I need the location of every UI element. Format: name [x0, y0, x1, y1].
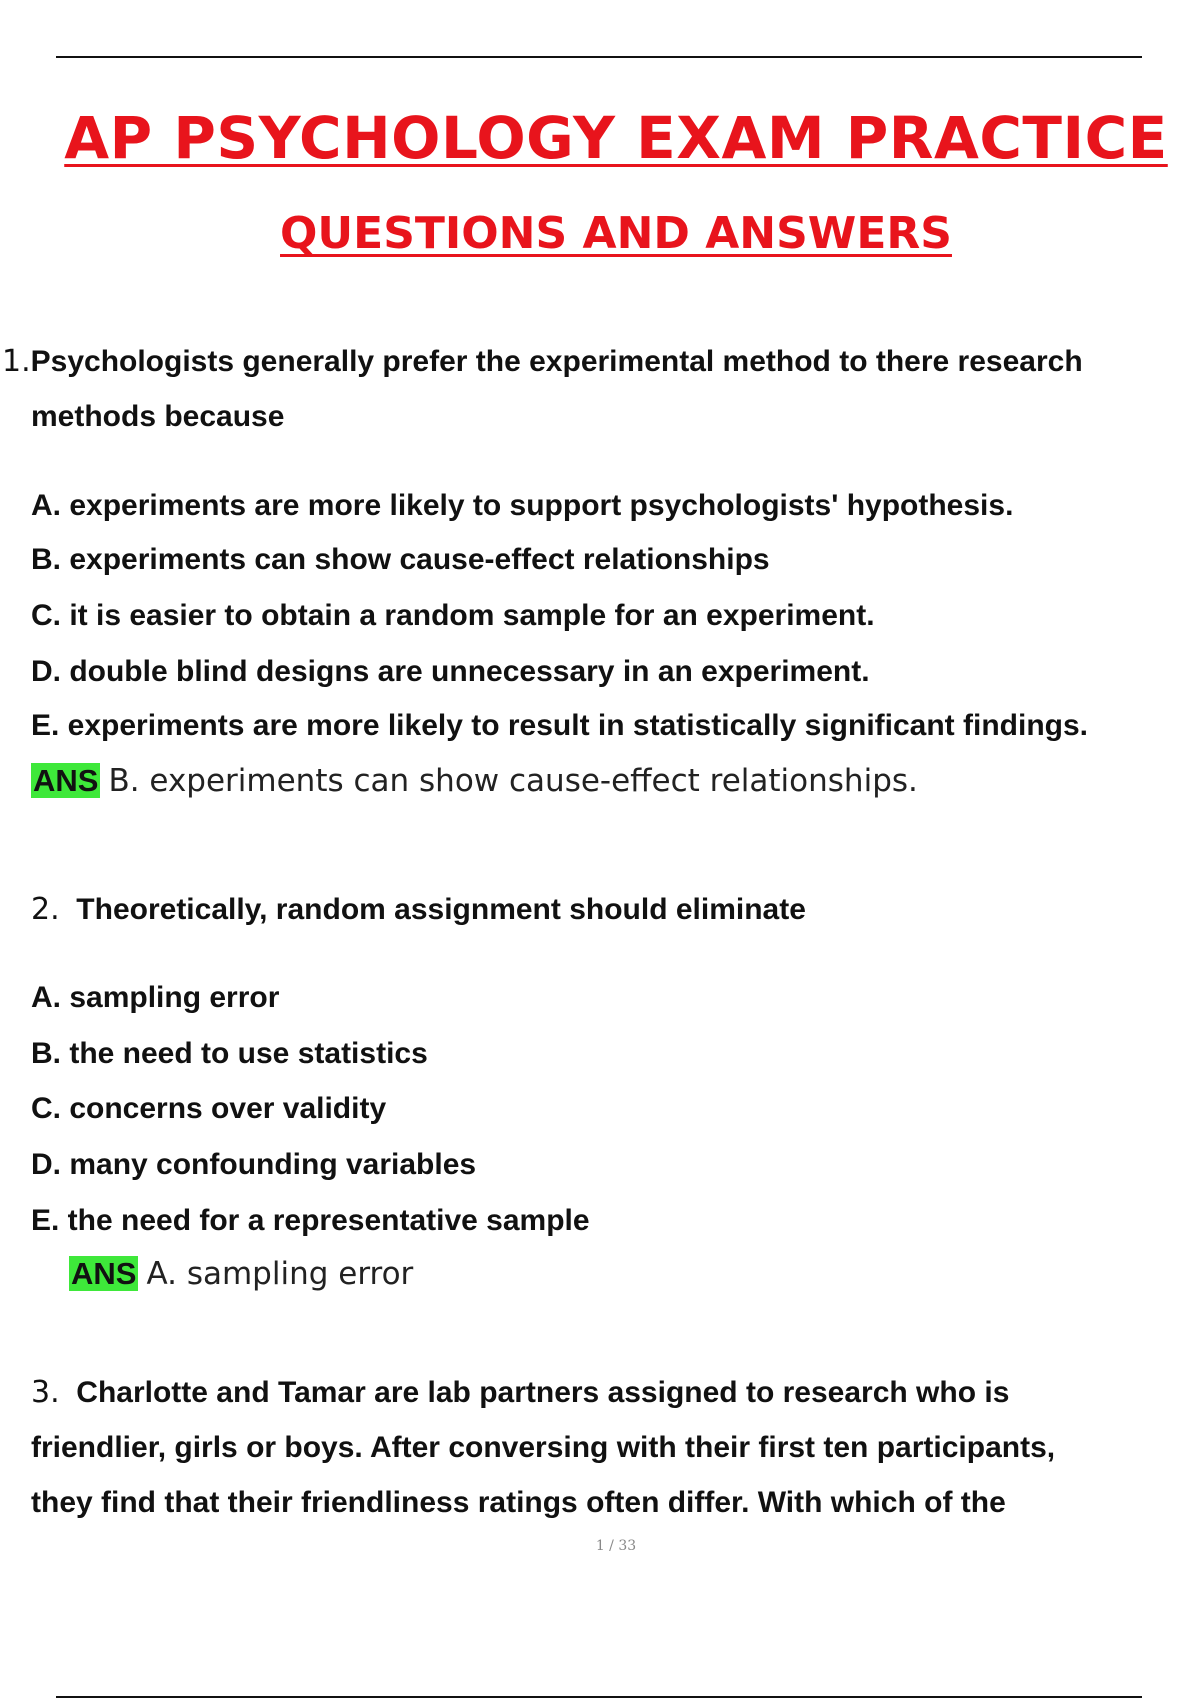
question-2-option-c: C. concerns over validity	[31, 1092, 387, 1125]
question-2-option-a: A. sampling error	[31, 981, 280, 1014]
bottom-rule	[56, 1696, 1142, 1698]
question-1-option-b: B. experiments can show cause-effect relationships	[31, 543, 770, 576]
page-number: 1 / 33	[595, 1538, 637, 1554]
answer-tag: ANS	[71, 1256, 137, 1291]
question-3-text-1: Charlotte and Tamar are lab partners assigned to research who is	[76, 1376, 1010, 1409]
answer-text: B. experiments can show cause-effect relationships.	[108, 763, 918, 799]
question-2-line-1	[31, 892, 806, 927]
page-subtitle: QUESTIONS AND ANSWERS	[280, 208, 952, 259]
page-title: AP PSYCHOLOGY EXAM PRACTICE	[64, 104, 1168, 172]
question-1-option-a: A. experiments are more likely to support psychologists' hypothesis.	[31, 489, 1014, 522]
question-1-text-2: methods because	[31, 400, 285, 433]
question-3-line-1	[31, 1375, 1009, 1410]
question-1-number: 1.	[2, 344, 31, 379]
question-2-answer	[69, 1256, 413, 1292]
question-3-number: 3.	[31, 1375, 60, 1410]
question-3-text-2: friendlier, girls or boys. After conversing with their first ten participants,	[31, 1431, 1056, 1464]
question-2-option-e: E. the need for a representative sample	[31, 1204, 590, 1237]
question-1-option-c: C. it is easier to obtain a random sample for an experiment.	[31, 599, 875, 632]
question-3-text-3: they find that their friendliness ratings often differ. With which of the	[31, 1486, 1006, 1519]
question-1-option-d: D. double blind designs are unnecessary in an experiment.	[31, 655, 870, 688]
question-1-option-e: E. experiments are more likely to result in statistically significant findings.	[31, 709, 1088, 742]
question-2-option-d: D. many confounding variables	[31, 1148, 477, 1181]
answer-tag: ANS	[33, 763, 99, 798]
answer-text: A. sampling error	[146, 1256, 414, 1292]
question-1-line-1	[2, 344, 1083, 379]
top-rule	[56, 56, 1142, 58]
question-1-text-1: Psychologists generally prefer the experimental method to there research	[30, 345, 1083, 378]
question-2-option-b: B. the need to use statistics	[31, 1037, 428, 1070]
question-2-number: 2.	[31, 892, 60, 927]
question-1-answer	[31, 763, 918, 799]
question-2-text-1: Theoretically, random assignment should eliminate	[76, 893, 806, 926]
